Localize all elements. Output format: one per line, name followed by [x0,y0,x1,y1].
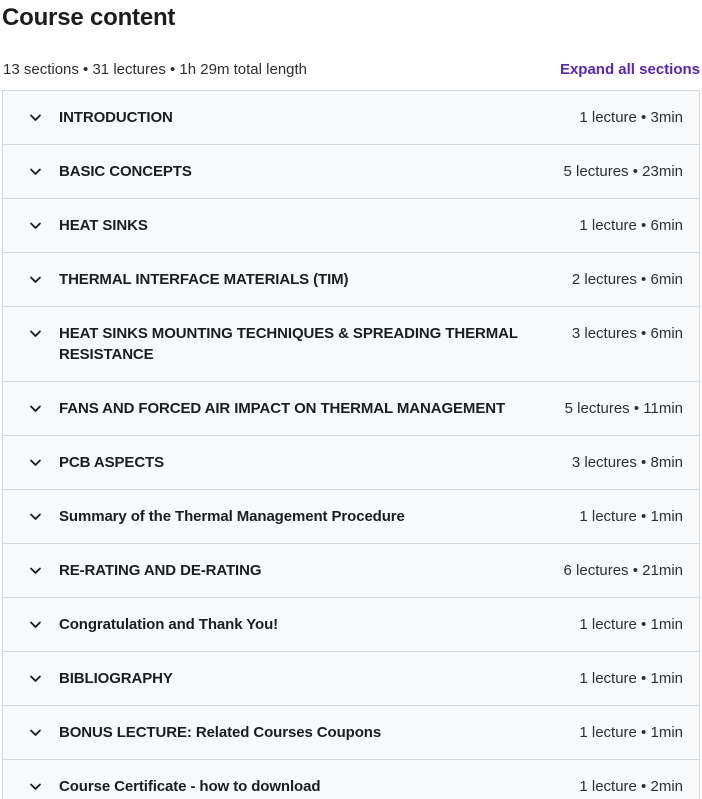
course-sections-accordion [2,90,700,799]
section-meta: 1 lecture • 2min [579,777,683,795]
section-row[interactable] [3,760,699,799]
chevron-down-icon [27,452,43,473]
section-meta: 6 lectures • 21min [563,561,683,579]
section-meta: 1 lecture • 6min [579,216,683,234]
section-meta: 1 lecture • 1min [579,507,683,525]
chevron-down-icon [27,722,43,743]
chevron-down-icon [27,506,43,527]
chevron-down-icon [27,269,43,290]
section-row[interactable] [3,706,699,760]
chevron-down-icon [27,161,43,182]
section-title: PCB ASPECTS [59,453,165,471]
section-title: Summary of the Thermal Management Procedure [59,507,405,525]
section-meta: 1 lecture • 1min [579,615,683,633]
chevron-down-icon [27,323,43,344]
section-title: BASIC CONCEPTS [59,162,192,180]
section-meta: 1 lecture • 1min [579,723,683,741]
section-title: Congratulation and Thank You! [59,615,279,633]
section-row[interactable] [3,382,699,436]
section-row[interactable] [3,436,699,490]
section-meta: 1 lecture • 3min [579,108,683,126]
section-title: HEAT SINKS MOUNTING TECHNIQUES & SPREADING THERMAL RESISTANCE [59,324,518,363]
course-meta-bar [2,61,700,78]
section-meta: 1 lecture • 1min [579,669,683,687]
section-row[interactable] [3,307,699,382]
section-title: INTRODUCTION [59,108,173,126]
chevron-down-icon [27,776,43,797]
expand-all-sections-link[interactable]: Expand all sections [559,60,700,78]
section-meta: 5 lectures • 23min [563,162,683,180]
chevron-down-icon [27,215,43,236]
course-summary: 13 sections • 31 lectures • 1h 29m total length [3,60,308,78]
section-title: BIBLIOGRAPHY [59,669,173,687]
section-title: BONUS LECTURE: Related Courses Coupons [59,723,382,741]
section-title: Course Certificate - how to download [59,777,321,795]
section-row[interactable] [3,490,699,544]
section-row[interactable] [3,598,699,652]
chevron-down-icon [27,668,43,689]
section-row[interactable] [3,199,699,253]
section-meta: 3 lectures • 8min [571,453,683,471]
section-title: HEAT SINKS [59,216,148,234]
chevron-down-icon [27,107,43,128]
section-row[interactable] [3,145,699,199]
section-row[interactable] [3,253,699,307]
section-title: RE-RATING AND DE-RATING [59,561,262,579]
section-meta: 5 lectures • 11min [564,399,683,417]
section-row[interactable] [3,652,699,706]
section-meta: 2 lectures • 6min [571,270,683,288]
section-meta: 3 lectures • 6min [571,324,683,342]
chevron-down-icon [27,560,43,581]
chevron-down-icon [27,614,43,635]
section-row[interactable] [3,91,699,145]
section-title: FANS AND FORCED AIR IMPACT ON THERMAL MANAGEMENT [59,399,506,417]
page-title: Course content [2,4,176,31]
section-title: THERMAL INTERFACE MATERIALS (TIM) [59,270,349,288]
chevron-down-icon [27,398,43,419]
section-row[interactable] [3,544,699,598]
